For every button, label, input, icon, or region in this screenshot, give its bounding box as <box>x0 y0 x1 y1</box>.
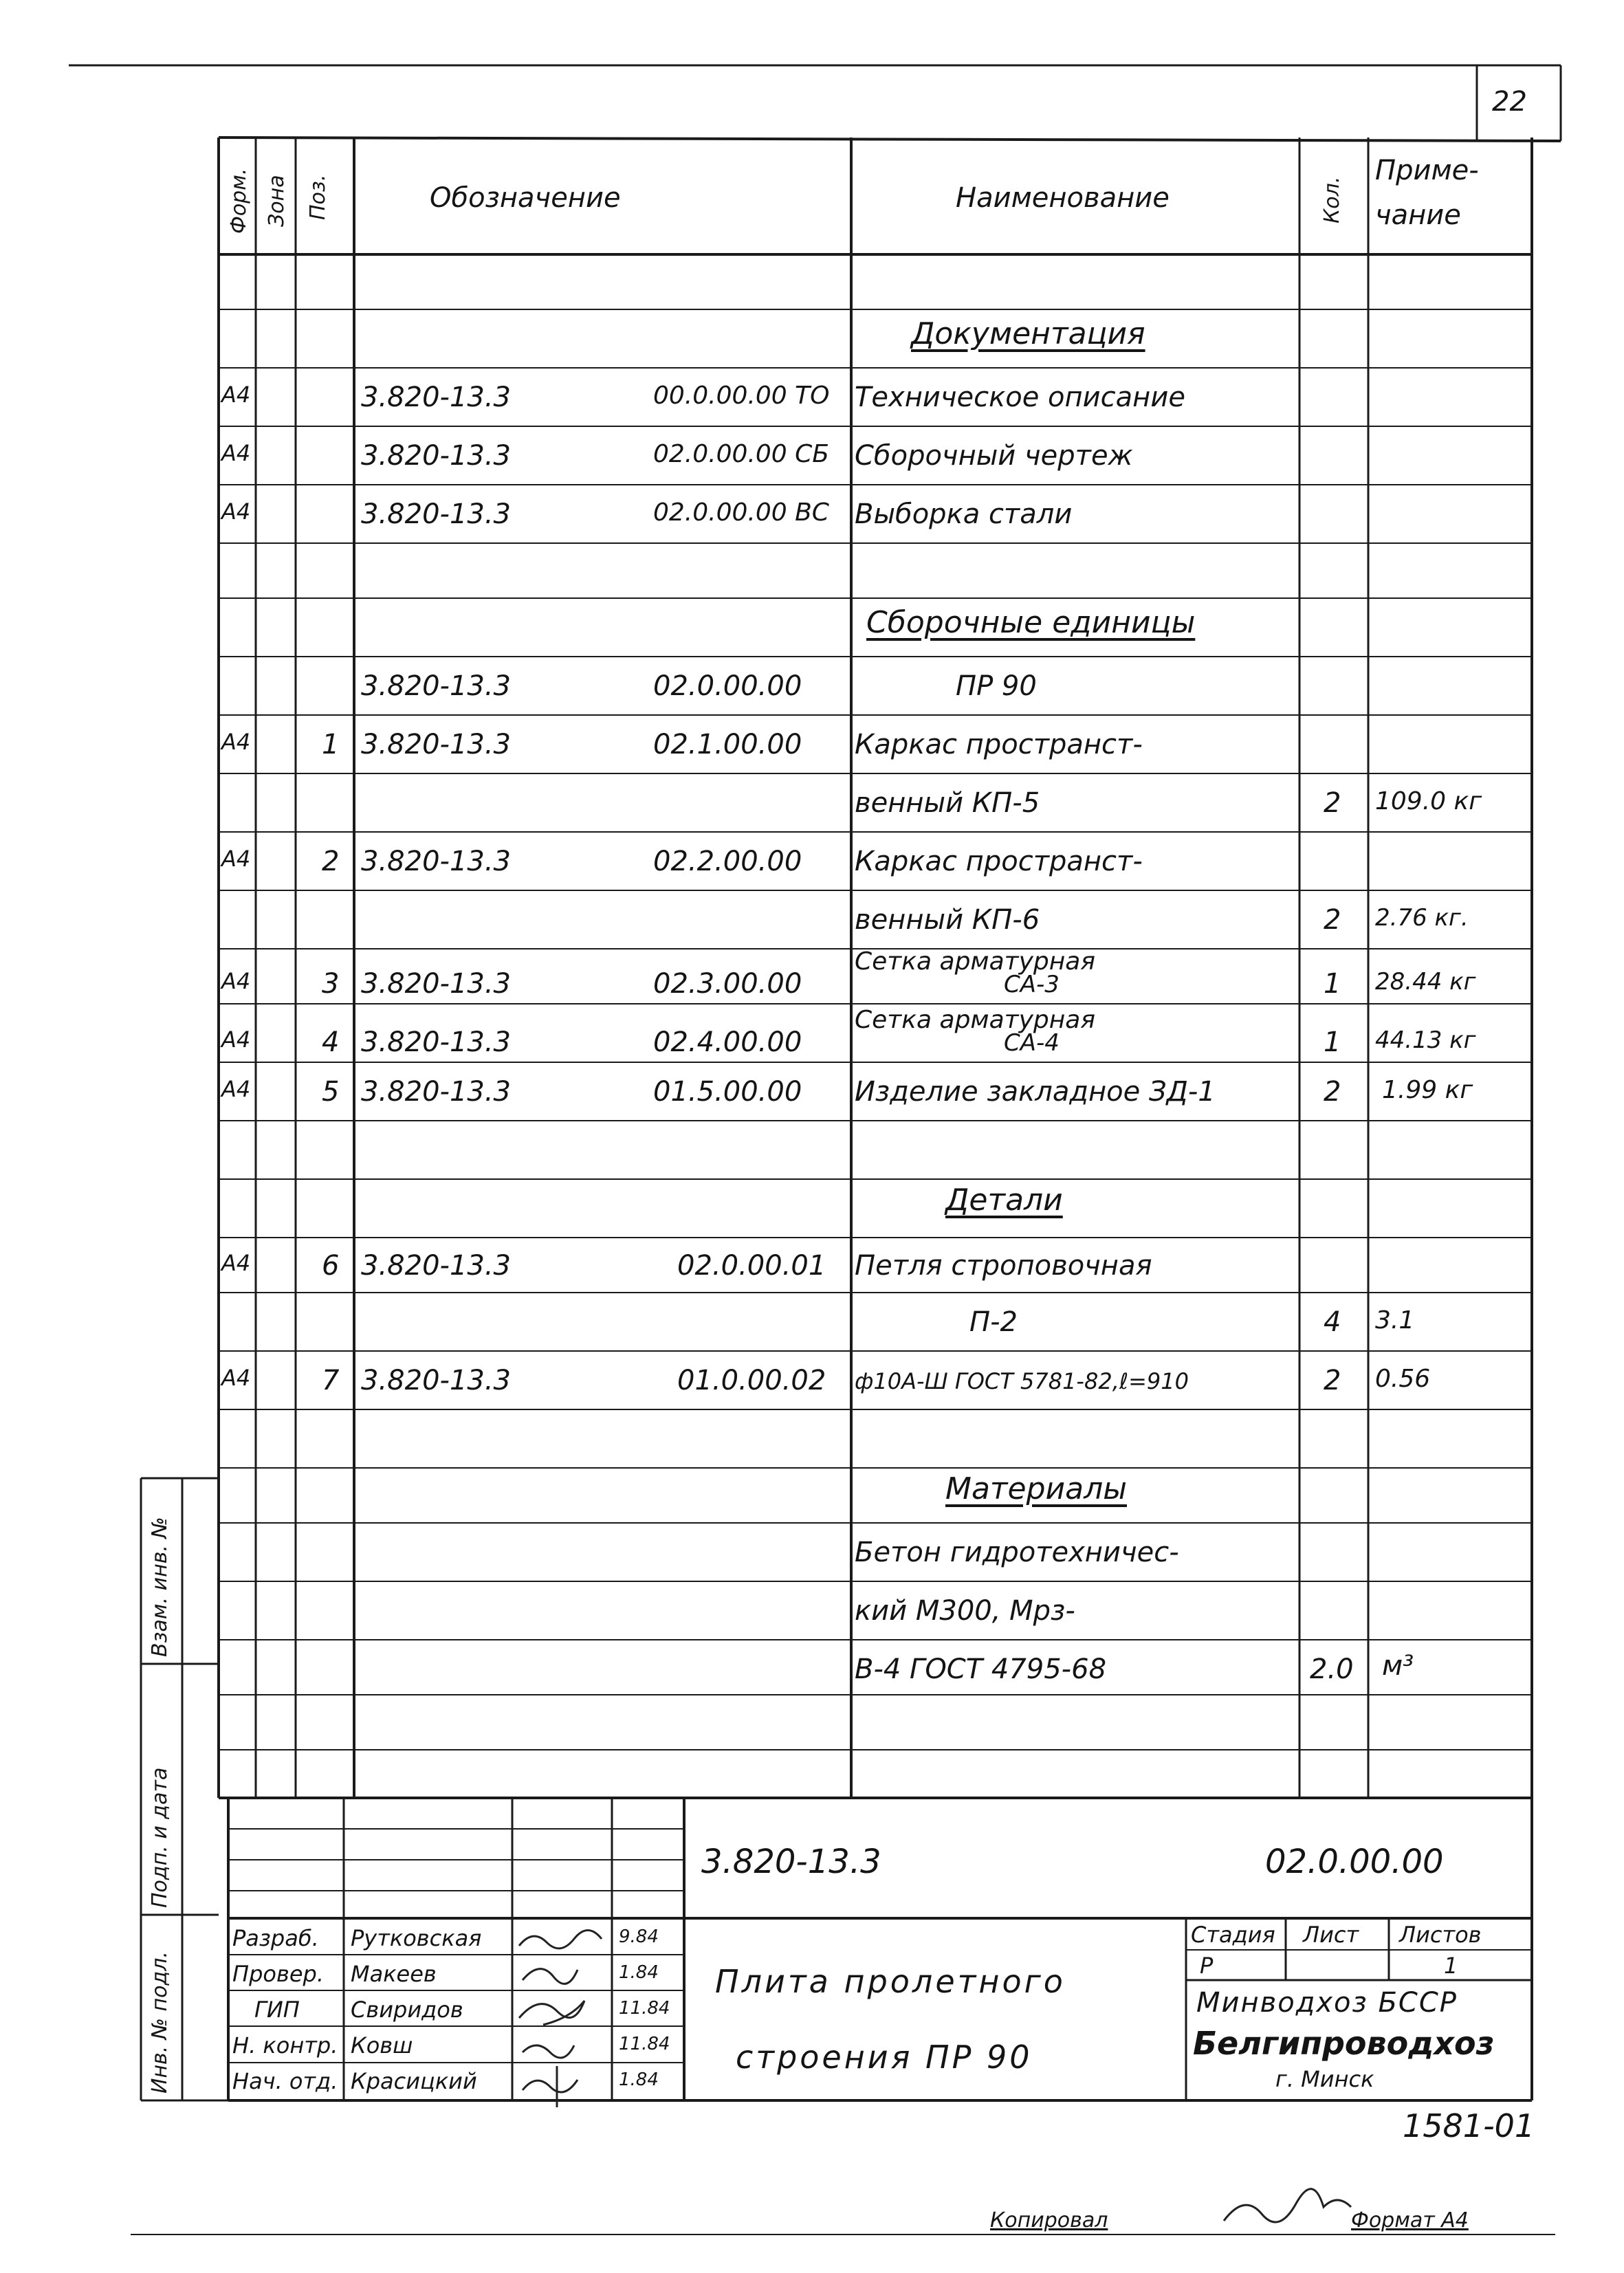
role-date: 11.84 <box>619 2034 670 2054</box>
footer-copied-label: Копировал <box>990 2208 1108 2232</box>
row-code: 3.820-13.3 <box>361 1250 512 1282</box>
row-code: 3.820-13.3 <box>361 1026 512 1058</box>
header-note-2: чание <box>1375 199 1461 231</box>
row-name: венный КП-6 <box>855 904 1040 936</box>
row-name: Бетон гидротехничес- <box>855 1537 1179 1568</box>
header-pos: Поз. <box>306 174 330 220</box>
row-qty: 2 <box>1324 787 1341 819</box>
section-documentation: Документация <box>911 316 1145 351</box>
row-form: А4 <box>221 1250 251 1276</box>
side-label-inv-vzam: Взам. инв. № <box>148 1517 172 1657</box>
org-line-2: Белгипроводхоз <box>1193 2025 1495 2062</box>
row-note: 0.56 <box>1375 1365 1431 1393</box>
header-designation: Обозначение <box>430 182 621 214</box>
row-code: 3.820-13.3 <box>361 670 512 702</box>
row-form: А4 <box>221 729 251 755</box>
row-sub: 01.0.00.02 <box>677 1365 826 1396</box>
role-date: 1.84 <box>619 2069 659 2090</box>
footer-format: Формат А4 <box>1351 2208 1469 2232</box>
role-label: Провер. <box>232 1961 324 1987</box>
row-code: 3.820-13.3 <box>361 846 512 877</box>
row-pos: 4 <box>322 1026 340 1058</box>
title-doc-suffix: 02.0.00.00 <box>1265 1843 1444 1881</box>
row-sub: 00.0.00.00 ТО <box>653 382 830 410</box>
row-qty: 2 <box>1324 1365 1341 1396</box>
stage-label: Стадия <box>1191 1922 1275 1948</box>
role-label: Разраб. <box>232 1925 319 1951</box>
header-name: Наименование <box>956 182 1170 214</box>
row-form: А4 <box>221 382 251 408</box>
row-name: ф10А-Ш ГОСТ 5781-82,ℓ=910 <box>855 1368 1189 1394</box>
title-line-2: строения ПР 90 <box>736 2039 1033 2076</box>
row-code: 3.820-13.3 <box>361 1076 512 1108</box>
org-line-3: г. Минск <box>1275 2066 1374 2092</box>
sheet-number: 22 <box>1492 86 1527 118</box>
row-note: 3.1 <box>1375 1306 1415 1335</box>
row-note: 109.0 кг <box>1375 787 1482 815</box>
row-name: Сетка арматурная <box>855 947 1096 976</box>
row-note: 44.13 кг <box>1375 1026 1476 1054</box>
row-form: А4 <box>221 1365 251 1391</box>
row-code: 3.820-13.3 <box>361 440 512 472</box>
row-sub: 02.0.00.00 СБ <box>653 440 829 468</box>
row-name: Техническое описание <box>855 382 1185 413</box>
row-form: А4 <box>221 440 251 466</box>
sheets-label: Листов <box>1399 1922 1482 1948</box>
row-name: Каркас пространст- <box>855 729 1143 760</box>
row-qty: 4 <box>1324 1306 1341 1338</box>
row-name: Выборка стали <box>855 498 1073 530</box>
archive-number: 1581-01 <box>1403 2107 1535 2144</box>
row-note: 1.99 кг <box>1382 1076 1473 1104</box>
row-code: 3.820-13.3 <box>361 968 512 1000</box>
row-form: А4 <box>221 846 251 872</box>
stage-value: Р <box>1200 1953 1214 1979</box>
side-label-inv-podl: Инв. № подл. <box>148 1951 172 2094</box>
sheets-value: 1 <box>1444 1953 1458 1979</box>
row-qty: 2 <box>1324 904 1341 936</box>
row-code: 3.820-13.3 <box>361 498 512 530</box>
role-label: ГИП <box>254 1997 300 2023</box>
role-name: Ковш <box>351 2032 413 2058</box>
row-name: П-2 <box>969 1306 1018 1338</box>
role-name: Рутковская <box>351 1925 482 1951</box>
row-sub: 02.0.00.00 <box>653 670 802 702</box>
row-name: венный КП-5 <box>855 787 1040 819</box>
header-form: Форм. <box>227 168 251 234</box>
row-code: 3.820-13.3 <box>361 382 512 413</box>
sheet-label: Лист <box>1303 1922 1359 1948</box>
row-note: 2.76 кг. <box>1375 904 1469 932</box>
row-name: Каркас пространст- <box>855 846 1143 877</box>
row-sub: 02.0.00.00 ВС <box>653 498 829 527</box>
row-pos: 6 <box>322 1250 340 1282</box>
row-name: Изделие закладное ЗД-1 <box>855 1076 1216 1108</box>
row-name: Сборочный чертеж <box>855 440 1133 472</box>
row-qty: 2 <box>1324 1076 1341 1108</box>
row-form: А4 <box>221 968 251 994</box>
title-line-1: Плита пролетного <box>715 1963 1066 2000</box>
row-name-2: СА-4 <box>1004 1029 1060 1057</box>
role-date: 9.84 <box>619 1926 659 1947</box>
side-label-podp-data: Подп. и дата <box>148 1767 172 1908</box>
row-code: 3.820-13.3 <box>361 729 512 760</box>
role-label: Нач. отд. <box>232 2068 338 2094</box>
section-assembly-units: Сборочные единицы <box>866 605 1196 640</box>
row-name: кий М300, Мрз- <box>855 1595 1075 1627</box>
row-name: Сетка арматурная <box>855 1006 1096 1034</box>
row-form: А4 <box>221 498 251 525</box>
row-qty: 2.0 <box>1310 1654 1354 1685</box>
role-name: Красицкий <box>351 2068 477 2094</box>
header-zone: Зона <box>265 175 289 227</box>
row-pos: 5 <box>322 1076 340 1108</box>
header-qty: Кол. <box>1320 176 1344 223</box>
row-qty: 1 <box>1324 1026 1341 1058</box>
row-pos: 7 <box>322 1365 340 1396</box>
row-name: ПР 90 <box>956 670 1037 702</box>
row-code: 3.820-13.3 <box>361 1365 512 1396</box>
row-pos: 1 <box>322 729 340 760</box>
section-parts: Детали <box>945 1183 1063 1218</box>
row-sub: 02.4.00.00 <box>653 1026 802 1058</box>
role-date: 1.84 <box>619 1962 659 1983</box>
role-name: Свиридов <box>351 1997 463 2023</box>
row-sub: 02.1.00.00 <box>653 729 802 760</box>
row-note: м³ <box>1382 1650 1414 1682</box>
row-pos: 2 <box>322 846 340 877</box>
section-materials: Материалы <box>945 1471 1127 1506</box>
row-sub: 02.0.00.01 <box>677 1250 826 1282</box>
role-name: Макеев <box>351 1961 437 1987</box>
row-sub: 02.2.00.00 <box>653 846 802 877</box>
row-sub: 01.5.00.00 <box>653 1076 802 1108</box>
row-name: Петля строповочная <box>855 1250 1152 1282</box>
title-doc-code: 3.820-13.3 <box>701 1843 881 1881</box>
header-note-1: Приме- <box>1375 155 1479 186</box>
row-form: А4 <box>221 1076 251 1102</box>
row-qty: 1 <box>1324 968 1341 1000</box>
role-date: 11.84 <box>619 1998 670 2019</box>
row-pos: 3 <box>322 968 340 1000</box>
row-sub: 02.3.00.00 <box>653 968 802 1000</box>
row-name: В-4 ГОСТ 4795-68 <box>855 1654 1107 1685</box>
row-name-2: СА-3 <box>1004 971 1060 998</box>
row-form: А4 <box>221 1026 251 1053</box>
row-note: 28.44 кг <box>1375 968 1476 996</box>
role-label: Н. контр. <box>232 2032 338 2058</box>
org-line-1: Минводхоз БССР <box>1196 1987 1458 2019</box>
